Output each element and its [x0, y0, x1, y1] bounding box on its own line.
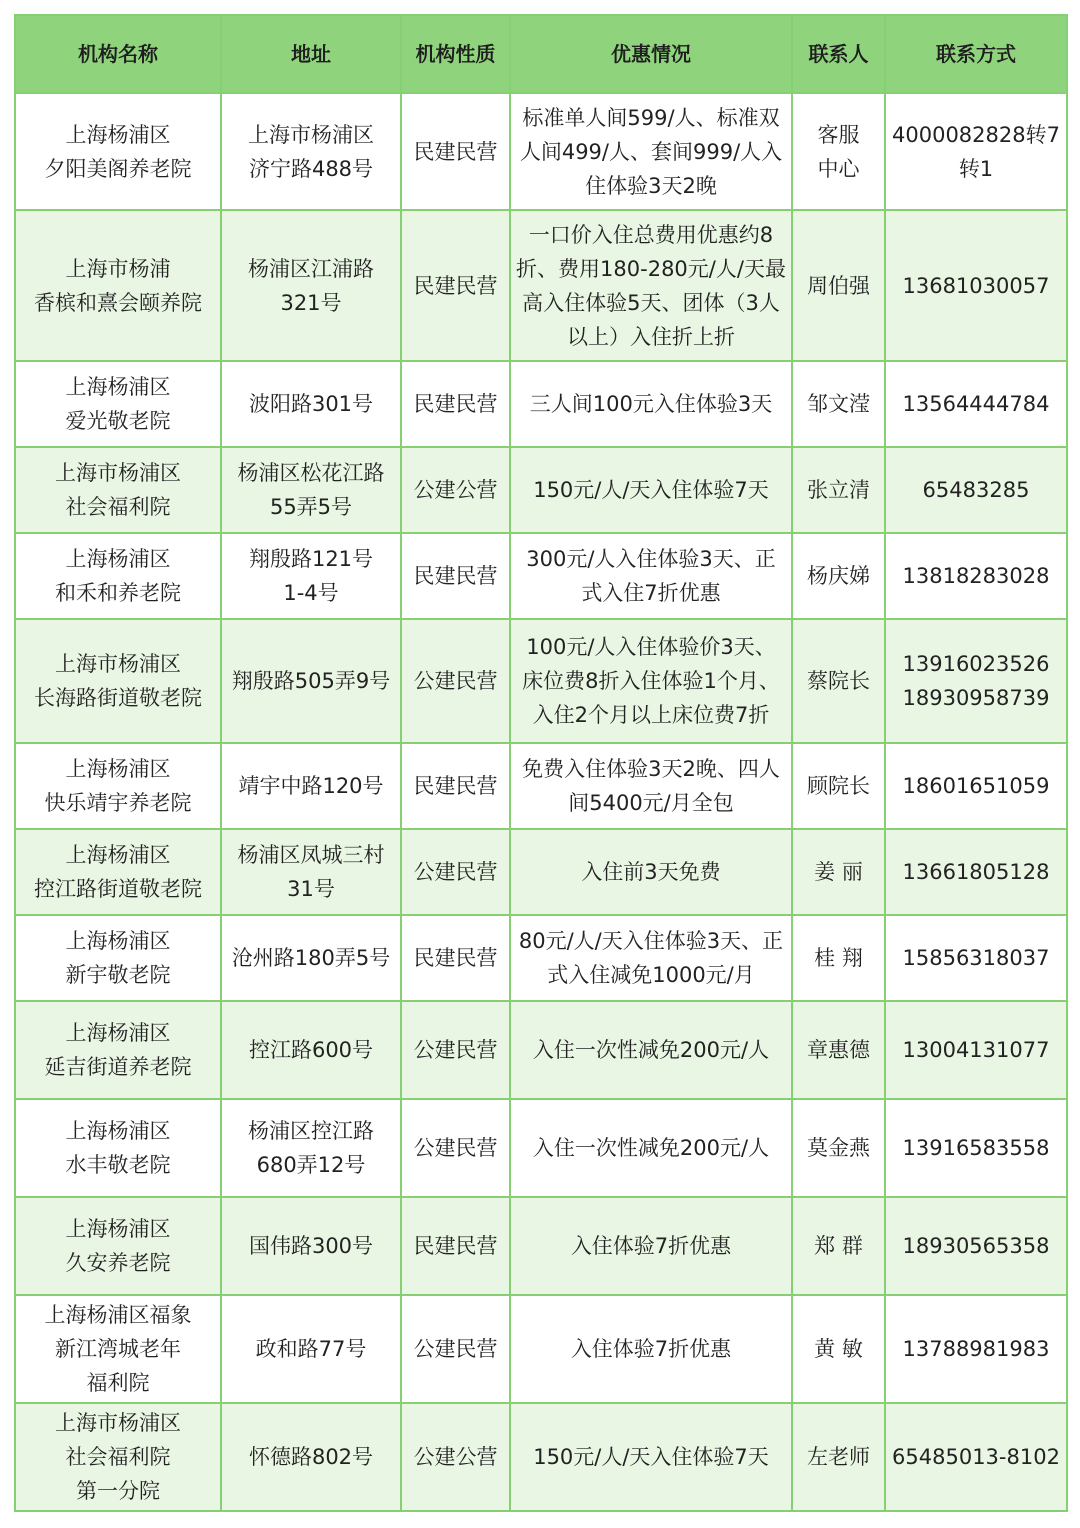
- header-address: 地址: [221, 15, 401, 93]
- cell-offer: 150元/人/天入住体验7天: [510, 1403, 792, 1511]
- cell-address: 政和路77号: [221, 1295, 401, 1403]
- cell-phone: 4000082828转7转1: [885, 93, 1067, 210]
- cell-offer: 三人间100元入住体验3天: [510, 361, 792, 447]
- cell-phone: 65483285: [885, 447, 1067, 533]
- cell-offer: 入住一次性减免200元/人: [510, 1099, 792, 1197]
- cell-name: 上海市杨浦 香槟和熹会颐养院: [15, 210, 221, 361]
- cell-phone: 13788981983: [885, 1295, 1067, 1403]
- cell-type: 民建民营: [401, 1197, 510, 1295]
- cell-offer: 300元/人入住体验3天、正式入住7折优惠: [510, 533, 792, 619]
- cell-address: 杨浦区松花江路 55弄5号: [221, 447, 401, 533]
- cell-type: 民建民营: [401, 743, 510, 829]
- cell-offer: 入住体验7折优惠: [510, 1295, 792, 1403]
- cell-address: 上海市杨浦区 济宁路488号: [221, 93, 401, 210]
- table-row: [15, 447, 1067, 533]
- cell-phone: 13818283028: [885, 533, 1067, 619]
- cell-type: 民建民营: [401, 361, 510, 447]
- cell-phone: 13916583558: [885, 1099, 1067, 1197]
- cell-phone: 13004131077: [885, 1001, 1067, 1099]
- cell-address: 杨浦区凤城三村 31号: [221, 829, 401, 915]
- nursing-home-table-container: [14, 14, 1068, 1512]
- cell-type: 公建民营: [401, 619, 510, 743]
- cell-contact: 客服 中心: [792, 93, 885, 210]
- cell-address: 波阳路301号: [221, 361, 401, 447]
- cell-contact: 张立清: [792, 447, 885, 533]
- header-contact-phone: 联系方式: [885, 15, 1067, 93]
- cell-address: 翔殷路121号 1-4号: [221, 533, 401, 619]
- cell-offer: 80元/人/天入住体验3天、正式入住减免1000元/月: [510, 915, 792, 1001]
- table-row: [15, 1403, 1067, 1511]
- cell-name: 上海杨浦区 新宇敬老院: [15, 915, 221, 1001]
- header-institution-name: 机构名称: [15, 15, 221, 93]
- cell-contact: 左老师: [792, 1403, 885, 1511]
- cell-address: 怀德路802号: [221, 1403, 401, 1511]
- cell-type: 民建民营: [401, 210, 510, 361]
- cell-offer: 入住体验7折优惠: [510, 1197, 792, 1295]
- cell-offer: 入住前3天免费: [510, 829, 792, 915]
- cell-type: 公建公营: [401, 447, 510, 533]
- cell-name: 上海杨浦区 和禾和养老院: [15, 533, 221, 619]
- cell-contact: 桂 翔: [792, 915, 885, 1001]
- table-row: [15, 533, 1067, 619]
- cell-contact: 黄 敏: [792, 1295, 885, 1403]
- table-row: [15, 1001, 1067, 1099]
- cell-name: 上海杨浦区 控江路街道敬老院: [15, 829, 221, 915]
- cell-phone: 65485013-8102: [885, 1403, 1067, 1511]
- cell-phone: 13564444784: [885, 361, 1067, 447]
- cell-address: 沧州路180弄5号: [221, 915, 401, 1001]
- cell-type: 民建民营: [401, 533, 510, 619]
- cell-address: 靖宇中路120号: [221, 743, 401, 829]
- cell-phone: 15856318037: [885, 915, 1067, 1001]
- table-row: [15, 210, 1067, 361]
- table-row: [15, 829, 1067, 915]
- cell-phone: 13916023526 18930958739: [885, 619, 1067, 743]
- cell-offer: 入住一次性减免200元/人: [510, 1001, 792, 1099]
- cell-address: 杨浦区控江路 680弄12号: [221, 1099, 401, 1197]
- cell-name: 上海杨浦区 夕阳美阁养老院: [15, 93, 221, 210]
- cell-contact: 邹文滢: [792, 361, 885, 447]
- cell-contact: 周伯强: [792, 210, 885, 361]
- cell-name: 上海杨浦区 爱光敬老院: [15, 361, 221, 447]
- cell-type: 公建民营: [401, 829, 510, 915]
- cell-name: 上海杨浦区 水丰敬老院: [15, 1099, 221, 1197]
- nursing-home-table: [14, 14, 1068, 1512]
- cell-type: 公建民营: [401, 1001, 510, 1099]
- cell-contact: 姜 丽: [792, 829, 885, 915]
- cell-contact: 章惠德: [792, 1001, 885, 1099]
- cell-offer: 标准单人间599/人、标准双人间499/人、套间999/人入住体验3天2晚: [510, 93, 792, 210]
- cell-offer: 100元/人入住体验价3天、床位费8折入住体验1个月、入住2个月以上床位费7折: [510, 619, 792, 743]
- cell-type: 民建民营: [401, 915, 510, 1001]
- cell-phone: 13661805128: [885, 829, 1067, 915]
- cell-name: 上海市杨浦区 社会福利院: [15, 447, 221, 533]
- cell-name: 上海杨浦区 快乐靖宇养老院: [15, 743, 221, 829]
- table-row: [15, 1197, 1067, 1295]
- cell-phone: 18930565358: [885, 1197, 1067, 1295]
- cell-type: 公建民营: [401, 1099, 510, 1197]
- cell-name: 上海杨浦区 延吉街道养老院: [15, 1001, 221, 1099]
- table-header-row: [15, 15, 1067, 93]
- cell-name: 上海市杨浦区 长海路街道敬老院: [15, 619, 221, 743]
- cell-type: 公建民营: [401, 1295, 510, 1403]
- cell-address: 杨浦区江浦路 321号: [221, 210, 401, 361]
- cell-address: 控江路600号: [221, 1001, 401, 1099]
- cell-phone: 13681030057: [885, 210, 1067, 361]
- cell-contact: 蔡院长: [792, 619, 885, 743]
- cell-offer: 一口价入住总费用优惠约8折、费用180-280元/人/天最高入住体验5天、团体（3人以上）入住折上折: [510, 210, 792, 361]
- table-row: [15, 1295, 1067, 1403]
- cell-contact: 郑 群: [792, 1197, 885, 1295]
- cell-name: 上海杨浦区 久安养老院: [15, 1197, 221, 1295]
- cell-contact: 杨庆娣: [792, 533, 885, 619]
- cell-offer: 150元/人/天入住体验7天: [510, 447, 792, 533]
- header-institution-type: 机构性质: [401, 15, 510, 93]
- cell-phone: 18601651059: [885, 743, 1067, 829]
- cell-name: 上海市杨浦区 社会福利院 第一分院: [15, 1403, 221, 1511]
- cell-address: 翔殷路505弄9号: [221, 619, 401, 743]
- cell-type: 公建公营: [401, 1403, 510, 1511]
- header-offer: 优惠情况: [510, 15, 792, 93]
- cell-type: 民建民营: [401, 93, 510, 210]
- cell-name: 上海杨浦区福象 新江湾城老年 福利院: [15, 1295, 221, 1403]
- cell-contact: 莫金燕: [792, 1099, 885, 1197]
- cell-contact: 顾院长: [792, 743, 885, 829]
- header-contact-person: 联系人: [792, 15, 885, 93]
- cell-offer: 免费入住体验3天2晚、四人间5400元/月全包: [510, 743, 792, 829]
- table-row: [15, 619, 1067, 743]
- table-row: [15, 743, 1067, 829]
- table-row: [15, 1099, 1067, 1197]
- table-row: [15, 915, 1067, 1001]
- table-row: [15, 93, 1067, 210]
- cell-address: 国伟路300号: [221, 1197, 401, 1295]
- table-row: [15, 361, 1067, 447]
